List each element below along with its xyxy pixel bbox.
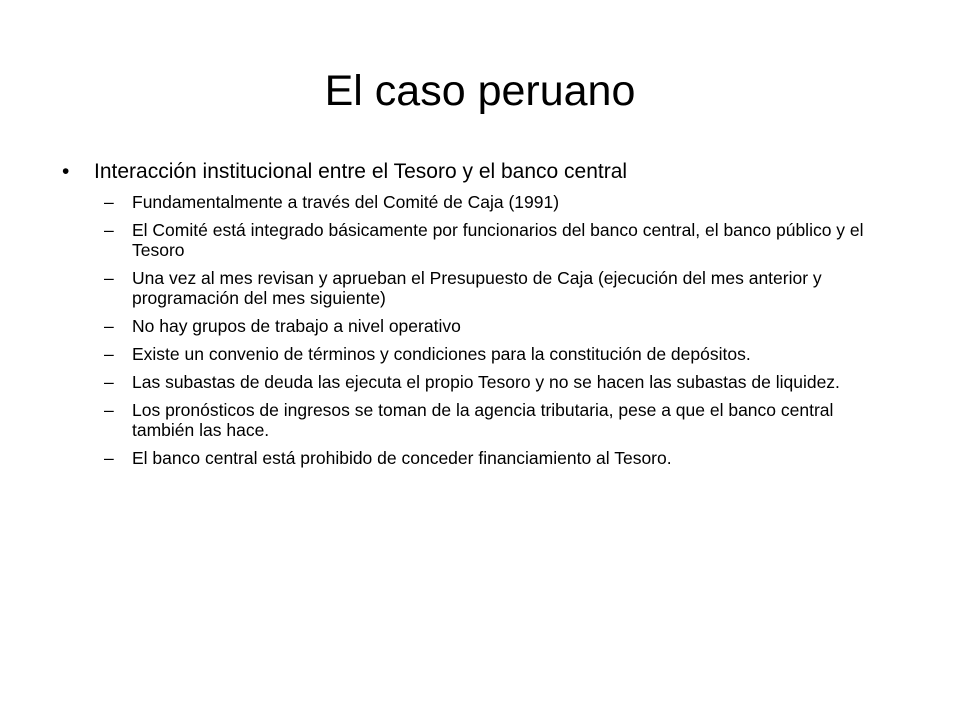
sub-bullet-text: Los pronósticos de ingresos se toman de la agencia tributaria, pese a que el banco central también las hace. bbox=[132, 400, 834, 440]
sub-bullet-text: Fundamentalmente a través del Comité de Caja (1991) bbox=[132, 192, 560, 212]
sub-bullet-marker: – bbox=[104, 344, 114, 364]
sub-bullet-item bbox=[104, 192, 902, 212]
sub-bullet-text: No hay grupos de trabajo a nivel operativo bbox=[132, 316, 461, 336]
slide-title: El caso peruano bbox=[324, 67, 636, 115]
sub-bullet-text: El banco central está prohibido de conceder financiamiento al Tesoro. bbox=[132, 448, 672, 468]
sub-bullet-marker: – bbox=[104, 400, 114, 420]
sub-bullet-item bbox=[104, 372, 902, 392]
sub-bullet-marker: – bbox=[104, 268, 114, 288]
sub-bullet-text: Una vez al mes revisan y aprueban el Presupuesto de Caja (ejecución del mes anterior y programación del mes siguiente) bbox=[132, 268, 822, 308]
sub-bullet-item bbox=[104, 316, 902, 336]
sub-bullet-marker: – bbox=[104, 316, 114, 336]
sub-bullet-item bbox=[104, 220, 902, 260]
sub-bullet-item bbox=[104, 448, 902, 468]
sub-bullet-marker: – bbox=[104, 448, 114, 468]
sub-bullet-item bbox=[104, 400, 902, 440]
sub-bullet-text: Las subastas de deuda las ejecuta el propio Tesoro y no se hacen las subastas de liquidez. bbox=[132, 372, 840, 392]
sub-bullet-marker: – bbox=[104, 192, 114, 212]
main-bullet bbox=[62, 158, 902, 186]
bullet-marker: • bbox=[62, 160, 70, 183]
sub-bullet-list bbox=[62, 192, 902, 468]
slide-body bbox=[62, 158, 902, 476]
sub-bullet-text: Existe un convenio de términos y condiciones para la constitución de depósitos. bbox=[132, 344, 751, 364]
main-bullet-text: Interacción institucional entre el Tesoro y el banco central bbox=[94, 160, 628, 183]
sub-bullet-text: El Comité está integrado básicamente por funcionarios del banco central, el banco público y el Tesoro bbox=[132, 220, 864, 260]
sub-bullet-item bbox=[104, 268, 902, 308]
sub-bullet-item bbox=[104, 344, 902, 364]
sub-bullet-marker: – bbox=[104, 372, 114, 392]
sub-bullet-marker: – bbox=[104, 220, 114, 240]
